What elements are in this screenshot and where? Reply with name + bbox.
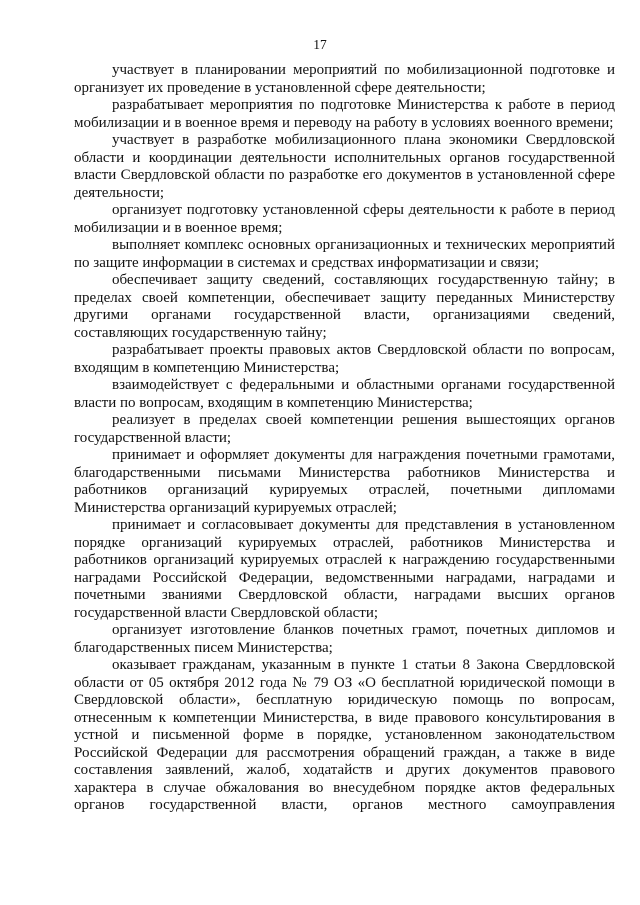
- paragraph: участвует в разработке мобилизационного плана экономики Свердловской области и координации деятельности исполнительных органов государственной власти Свердловской области по разработке его документов в установленной сфере деятельности;: [74, 132, 615, 201]
- paragraph: разрабатывает мероприятия по подготовке Министерства к работе в период мобилизации и в военное время и переводу на работу в условиях военного времени;: [74, 97, 615, 131]
- body-text: [74, 62, 615, 815]
- paragraph: взаимодействует с федеральными и областными органами государственной власти по вопросам, входящим в компетенцию Министерства;: [74, 377, 615, 411]
- paragraph: принимает и согласовывает документы для представления в установленном порядке организаций курируемых отраслей, работников Министерства и работников организаций курируемых отраслей к награждению государственными наградами Российской Федерации, ведомственными наградами, наградами и почетными званиями Свердловской области, наградами высших органов государственной власти Свердловской области;: [74, 517, 615, 621]
- paragraph: реализует в пределах своей компетенции решения вышестоящих органов государственной власти;: [74, 412, 615, 446]
- paragraph: организует изготовление бланков почетных грамот, почетных дипломов и благодарственных писем Министерства;: [74, 622, 615, 656]
- paragraph: организует подготовку установленной сферы деятельности к работе в период мобилизации и в военное время;: [74, 202, 615, 236]
- page-number: 17: [313, 37, 327, 52]
- paragraph: оказывает гражданам, указанным в пункте 1 статьи 8 Закона Свердловской области от 05 октября 2012 года № 79 ОЗ «О бесплатной юридической помощи в Свердловской области», бесплатную юридическую помощь по вопросам, отнесенным к компетенции Министерства, в виде правового консультирования в устной и письменной форме в порядке, установленном законодательством Российской Федерации для рассмотрения обращений граждан, а также в виде составления заявлений, жалоб, ходатайств и других документов правового характера в случае обжалования во внесудебном порядке актов федеральных органов государственной власти, органов местного самоуправления: [74, 657, 615, 813]
- paragraph: принимает и оформляет документы для награждения почетными грамотами, благодарственными письмами Министерства работников Министерства и работников организаций курируемых отраслей, почетными дипломами Министерства организаций курируемых отраслей;: [74, 447, 615, 516]
- paragraph: участвует в планировании мероприятий по мобилизационной подготовке и организует их проведение в установленной сфере деятельности;: [74, 62, 615, 96]
- paragraph: разрабатывает проекты правовых актов Свердловской области по вопросам, входящим в компетенцию Министерства;: [74, 342, 615, 376]
- paragraph: выполняет комплекс основных организационных и технических мероприятий по защите информации в системах и средствах информатизации и связи;: [74, 237, 615, 271]
- paragraph: обеспечивает защиту сведений, составляющих государственную тайну; в пределах своей компетенции, обеспечивает защиту переданных Министерству другими органами государственной власти, организациями сведений, составляющих государственную тайну;: [74, 272, 615, 341]
